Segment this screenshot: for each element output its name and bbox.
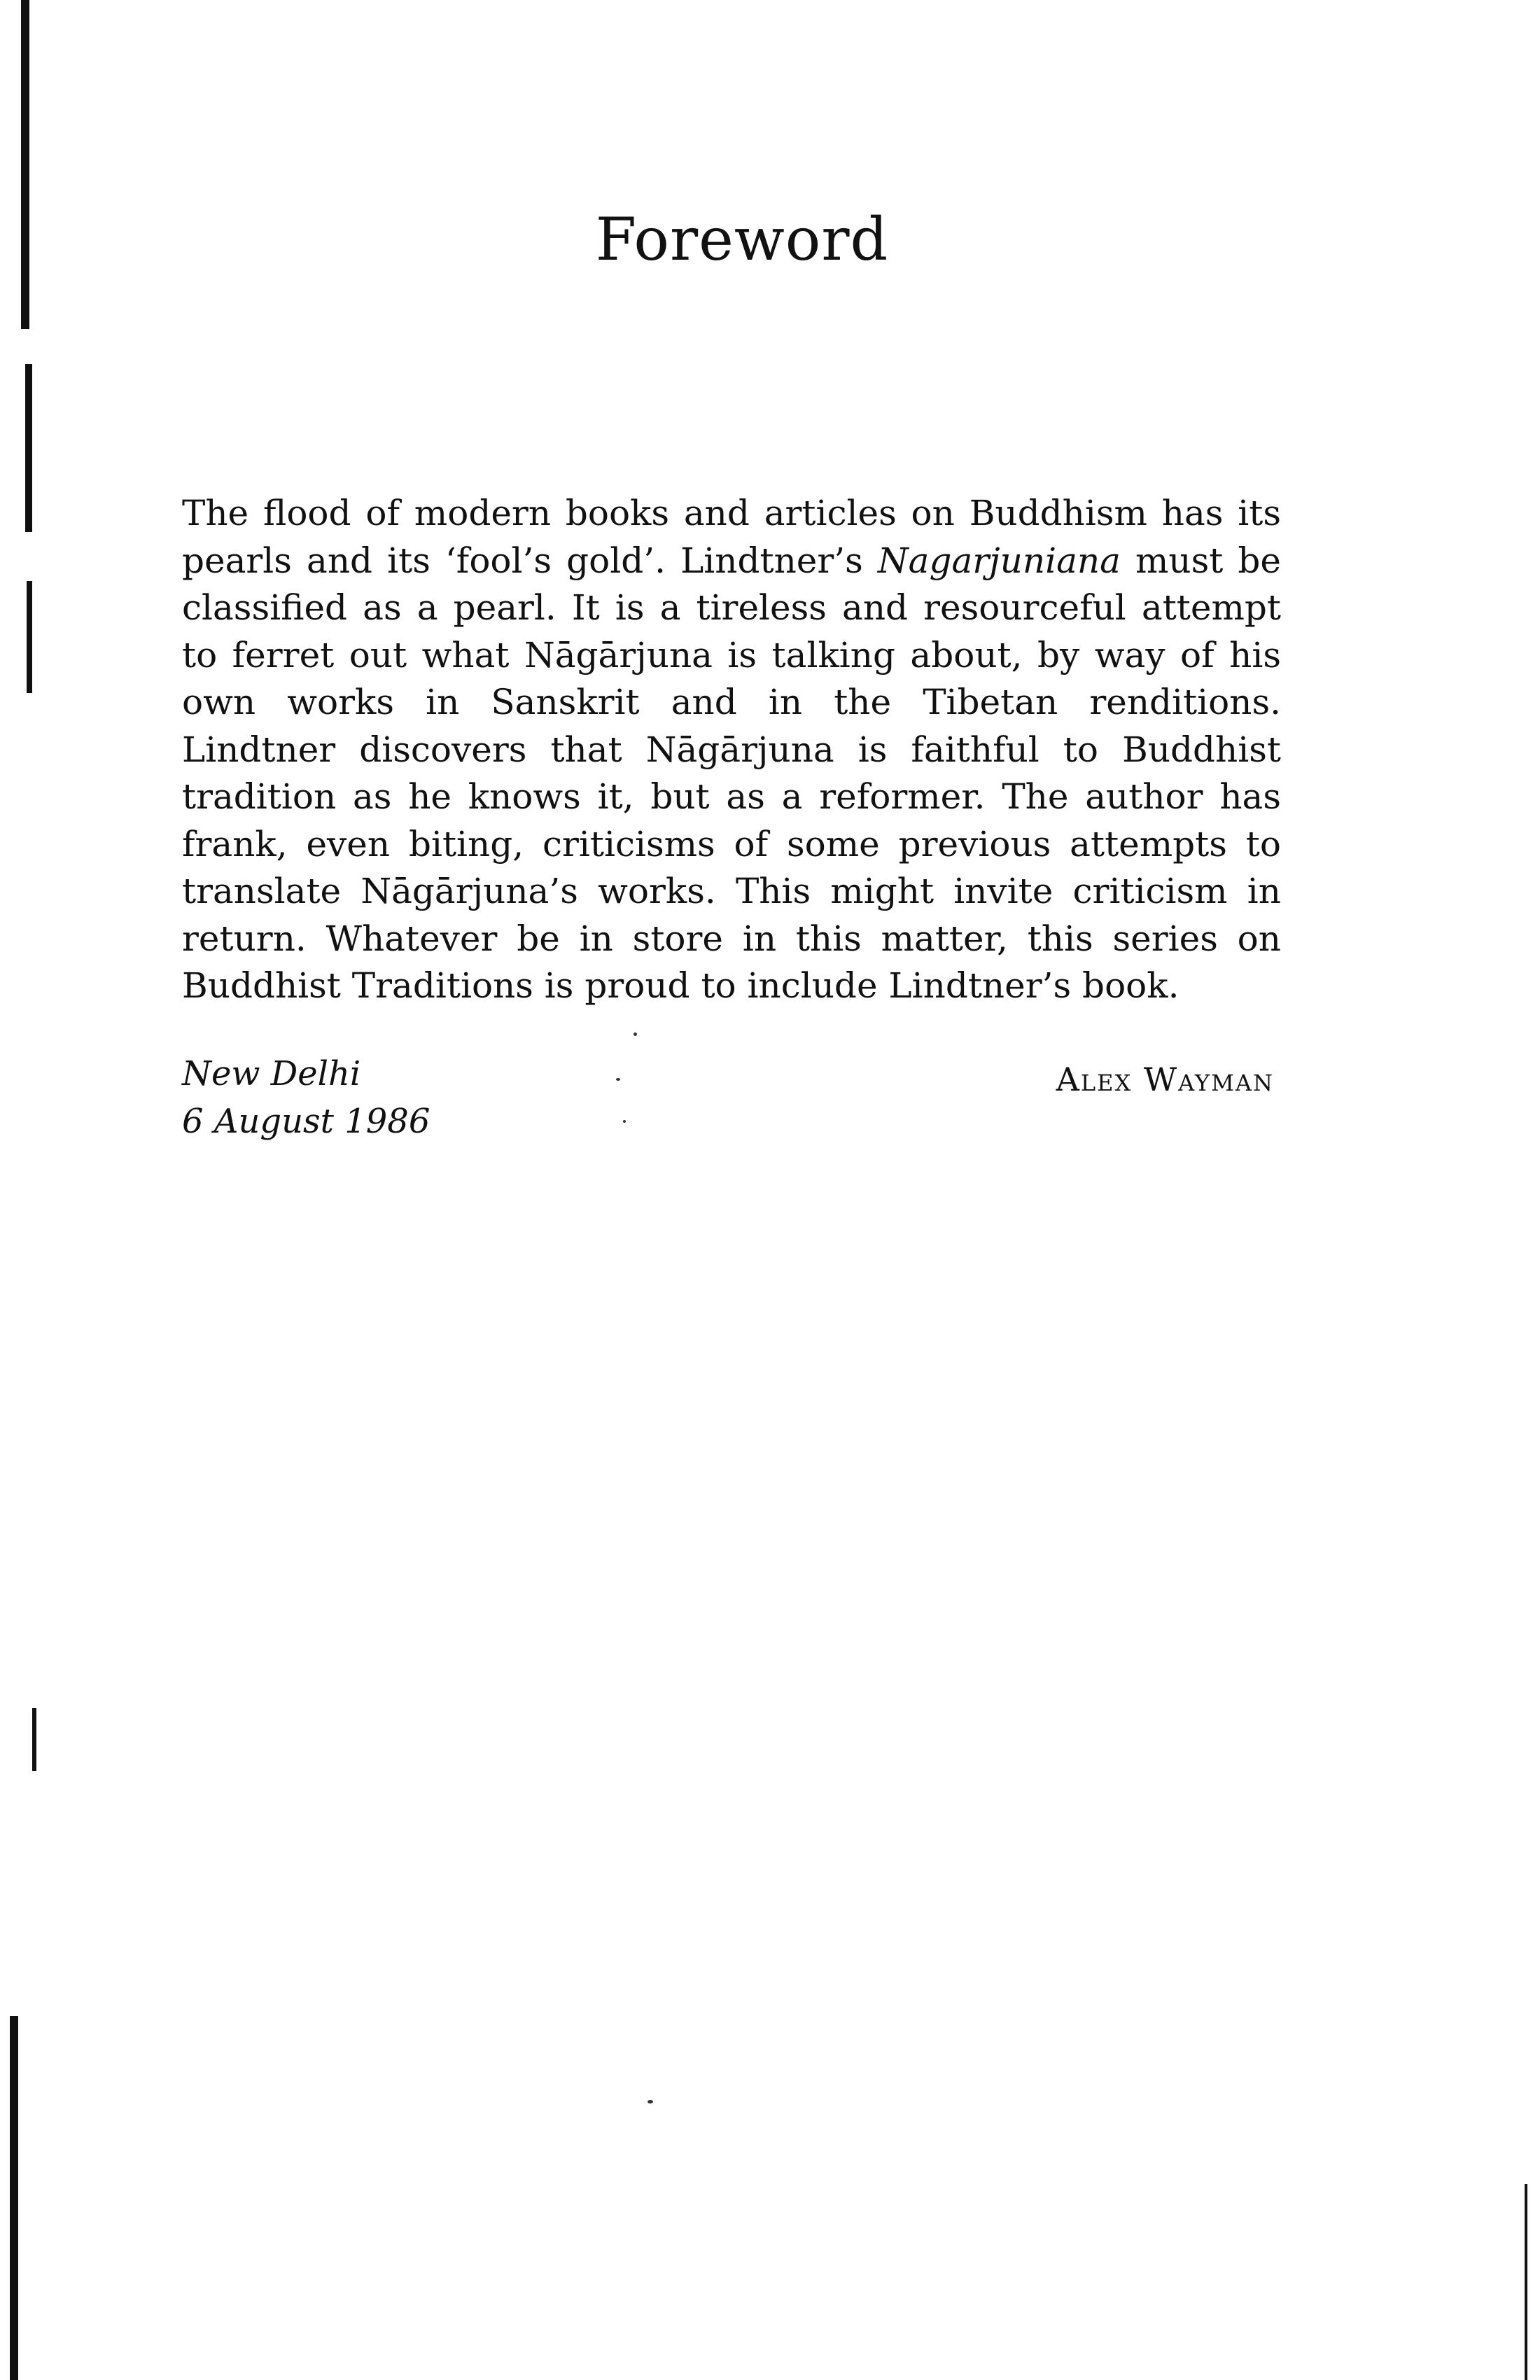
paragraph-text-part1: The flood of modern books and articles on Buddhism has its pearls and its ‘fool’s gold’. Lindtner’s — [182, 493, 1281, 581]
scan-edge-mark — [10, 2016, 18, 2380]
scan-speck — [634, 1032, 637, 1036]
scan-edge-mark — [21, 0, 29, 329]
scan-speck — [623, 1120, 626, 1123]
place: New Delhi — [182, 1054, 361, 1093]
scan-speck — [616, 1078, 620, 1081]
foreword-paragraph — [182, 490, 1281, 1010]
place-date-block — [182, 1050, 430, 1145]
date: 6 August 1986 — [182, 1102, 430, 1141]
scan-edge-mark — [32, 1708, 36, 1771]
scan-edge-mark — [25, 364, 32, 532]
paragraph-text-part2: must be classified as a pearl. It is a tireless and resourceful attempt to ferret out what Nāgārjuna is talking about, by way of his own works in Sanskrit and in the Tibetan renditions. Lindtner discovers that Nāgārjuna is faithful to Buddhist tradition as he knows it, but as a reformer. The author has frank, even biting, criticisms of some previous attempts to translate Nāgārjuna’s works. This might invite criticism in return. Whatever be in store in this matter, this series on Buddhist Traditions is proud to include Lindtner’s book. — [182, 540, 1281, 1006]
page-title: Foreword — [595, 205, 889, 274]
scan-edge-mark — [1525, 2184, 1527, 2380]
scan-speck — [648, 2100, 653, 2104]
book-title-italic: Nagarjuniana — [877, 540, 1121, 581]
author-signature: Alex Wayman — [1056, 1060, 1274, 1098]
scan-edge-mark — [27, 581, 32, 693]
